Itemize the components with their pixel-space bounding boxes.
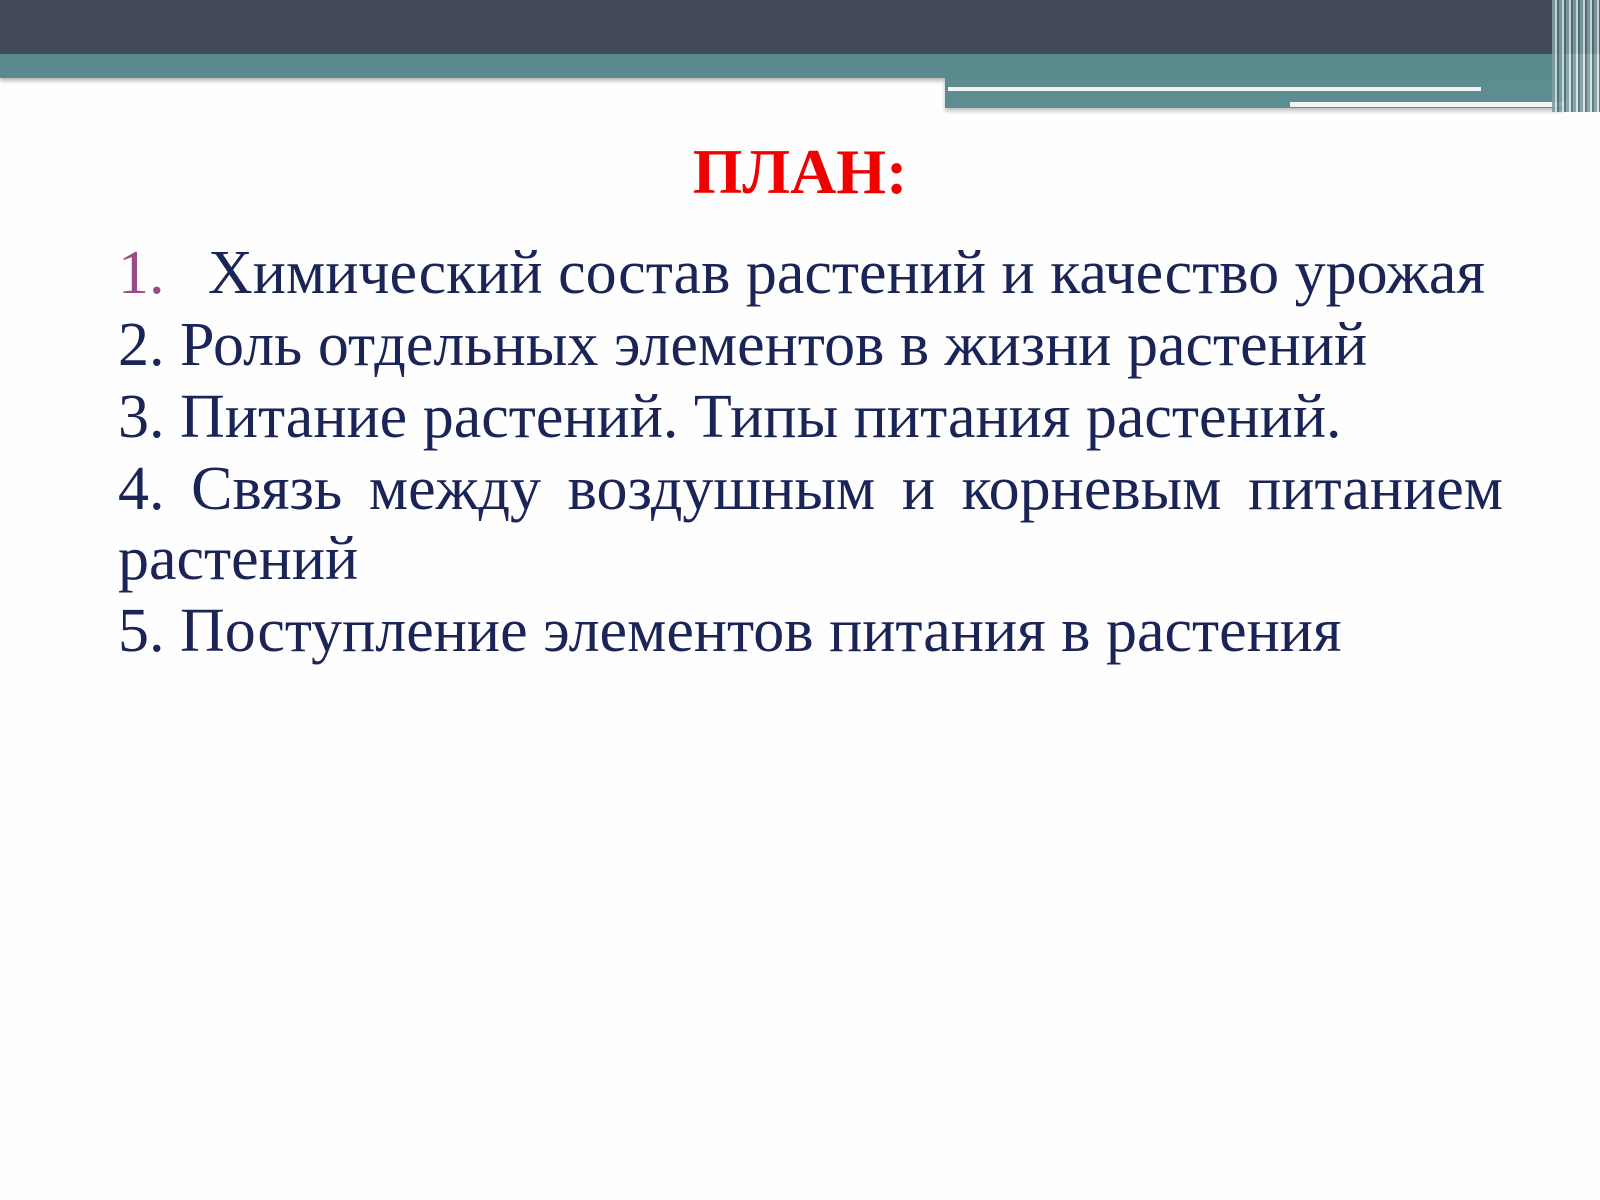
item-text: Питание растений. Типы питания растений. [180,383,1342,451]
header-dark-bar [0,0,1600,54]
header-teal-band [0,54,1565,78]
slide-title: ПЛАН: [692,136,908,207]
item-text: Связь между воздушным и корневым питанием растений [118,455,1503,593]
item-number: 2. [118,311,165,379]
plan-list [118,238,1503,666]
list-item [118,382,1503,452]
list-item [118,238,1503,308]
decorative-stripes [1552,0,1600,112]
item-number: 3. [118,383,165,451]
item-text: Роль отдельных элементов в жизни растений [180,311,1368,379]
list-item [118,596,1503,666]
item-text: Химический состав растений и качество урожая [208,239,1485,307]
list-item [118,310,1503,380]
decorative-line [948,87,1481,91]
item-number: 1. [118,239,165,307]
item-text: Поступление элементов питания в растения [180,597,1342,665]
item-number: 4. [118,455,165,523]
item-number: 5. [118,597,165,665]
decorative-line [1290,102,1568,107]
list-item [118,454,1503,594]
